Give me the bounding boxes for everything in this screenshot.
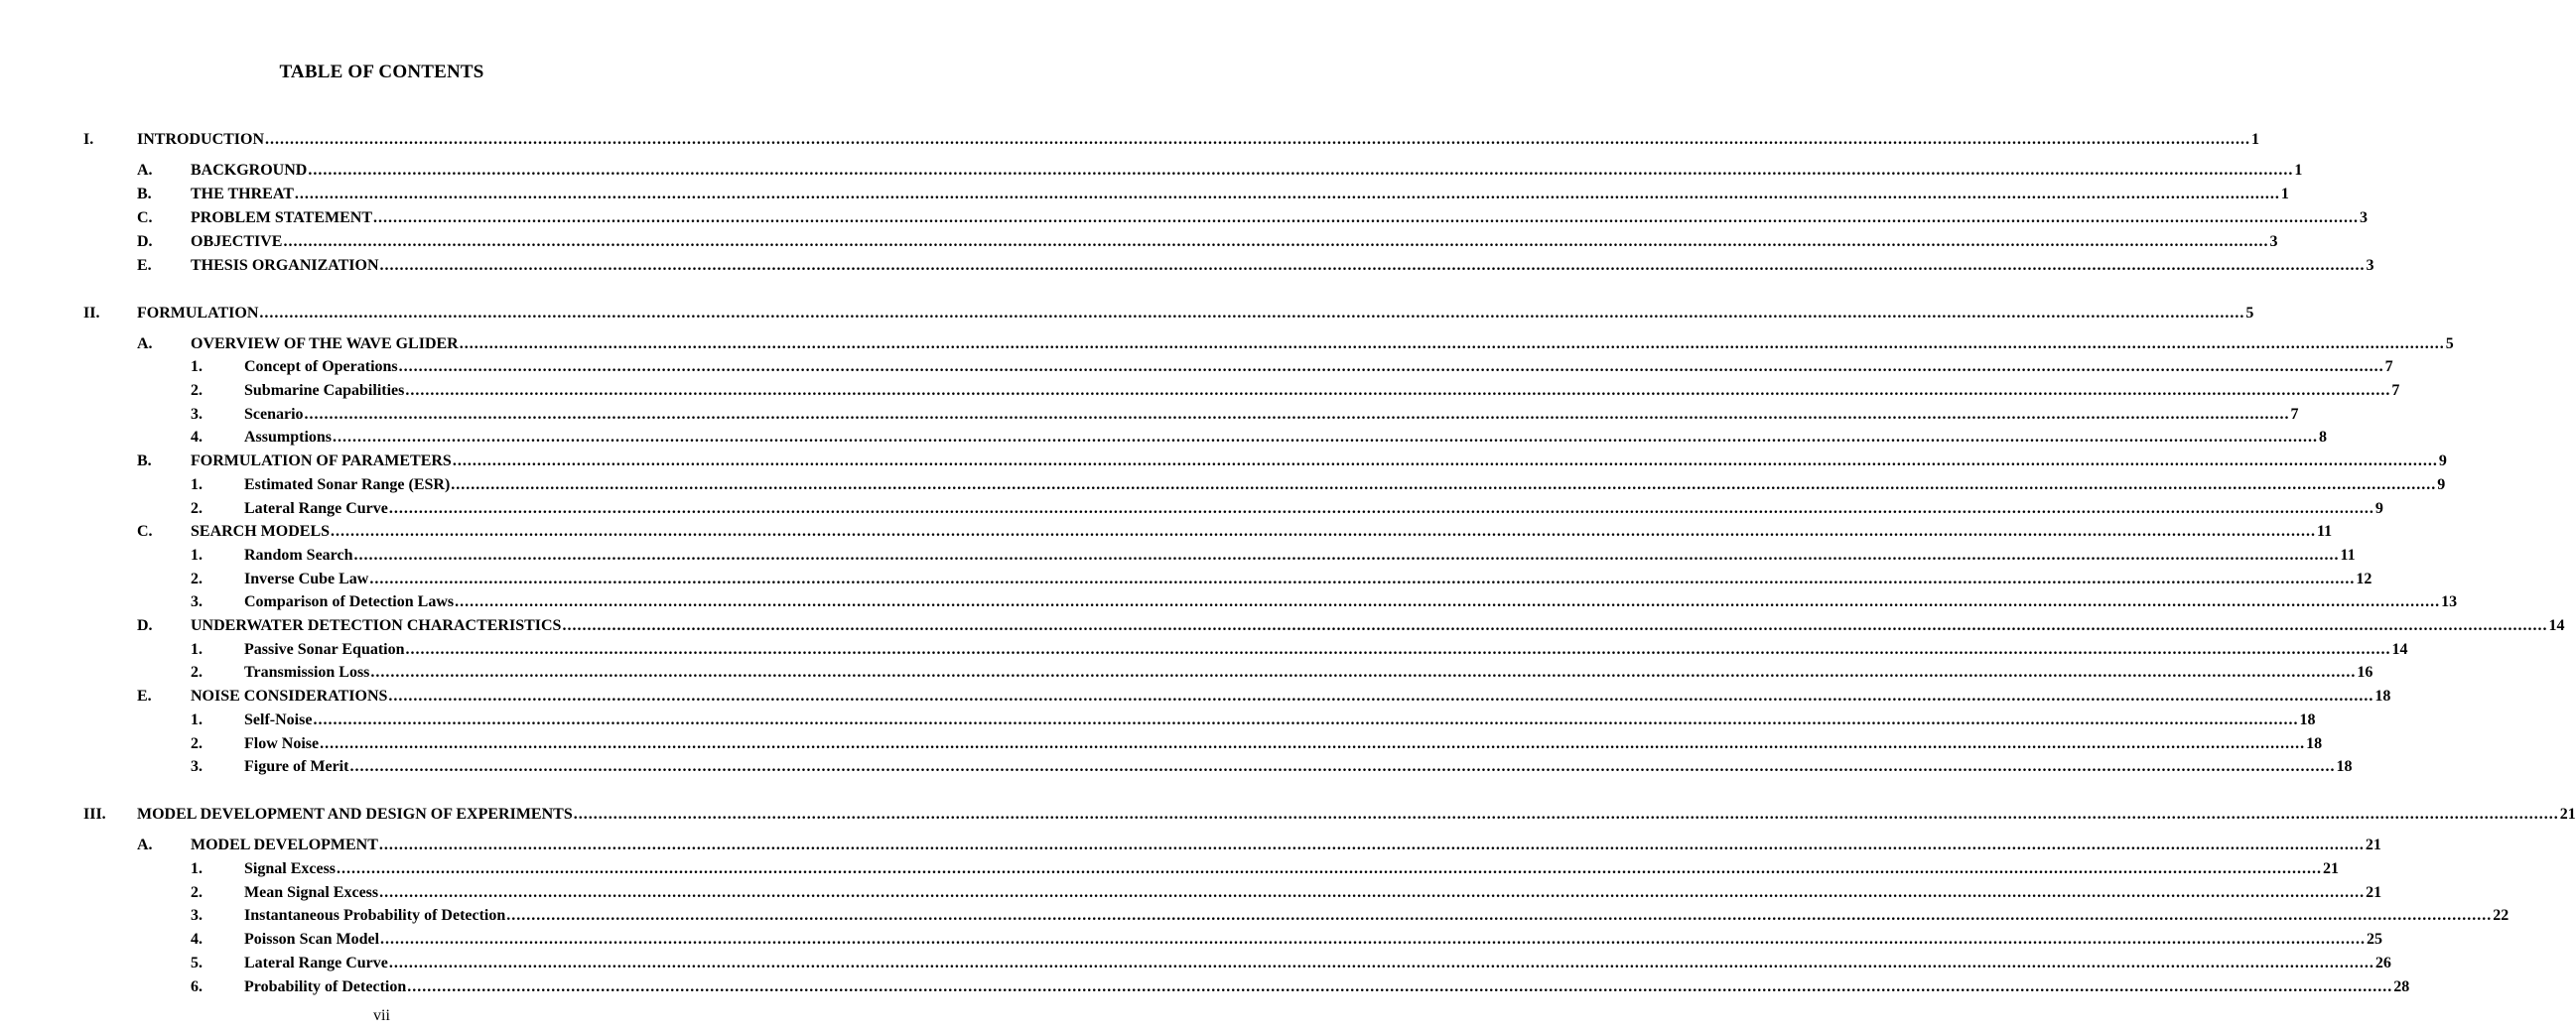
toc-entry-page: 1 [2251, 131, 2260, 148]
toc-entry[interactable] [0, 357, 2393, 377]
toc-entry-title: Lateral Range Curve [244, 955, 388, 971]
toc-entry-page: 18 [2336, 758, 2353, 775]
toc-entry-title: Inverse Cube Law [244, 571, 369, 587]
dot-leader: ................................................................................................................................................................................................................................................................................................................................................................................................................ [308, 162, 2294, 179]
toc-entry-page: 1 [2294, 162, 2303, 179]
toc-entry-number: 2. [191, 735, 203, 752]
toc-entry-page: 16 [2357, 664, 2373, 681]
dot-leader: ................................................................................................................................................................................................................................................................................................................................................................................................................ [452, 452, 2438, 469]
toc-entry-title: Submarine Capabilities [244, 382, 405, 399]
dot-leader: ................................................................................................................................................................................................................................................................................................................................................................................................................ [333, 429, 2319, 446]
toc-entry-title: Scenario [244, 406, 304, 423]
dot-leader: ................................................................................................................................................................................................................................................................................................................................................................................................................ [370, 664, 2357, 681]
toc-entry[interactable] [0, 640, 2408, 660]
toc-entry-number: 3. [191, 593, 203, 610]
dot-leader: ................................................................................................................................................................................................................................................................................................................................................................................................................ [349, 758, 2336, 775]
toc-entry-page: 25 [2367, 931, 2383, 948]
toc-entry[interactable] [0, 522, 2333, 542]
toc-entry-title: Comparison of Detection Laws [244, 593, 455, 610]
toc-entry-page: 18 [2306, 735, 2323, 752]
toc-entry-number: A. [137, 335, 153, 352]
toc-entry-title: Mean Signal Excess [244, 884, 379, 901]
toc-entry[interactable] [0, 405, 2299, 425]
toc-entry[interactable] [0, 428, 2328, 448]
toc-entry-page: 7 [2290, 406, 2299, 423]
dot-leader: ................................................................................................................................................................................................................................................................................................................................................................................................................ [388, 688, 2374, 705]
toc-entry[interactable] [0, 711, 2316, 730]
toc-entry-page: 22 [2493, 907, 2509, 924]
toc-entry-page: 3 [2366, 257, 2374, 274]
toc-entry-page: 7 [2384, 358, 2393, 375]
toc-entry-title: OBJECTIVE [191, 233, 283, 250]
toc-entry-number: 4. [191, 429, 203, 446]
toc-entry[interactable] [0, 546, 2356, 566]
toc-entry-title: BACKGROUND [191, 162, 308, 179]
dot-leader: ................................................................................................................................................................................................................................................................................................................................................................................................................ [379, 257, 2366, 274]
toc-entry-title: Self-Noise [244, 711, 313, 728]
toc-entry-title: Transmission Loss [244, 664, 370, 681]
dot-leader: ................................................................................................................................................................................................................................................................................................................................................................................................................ [320, 735, 2306, 752]
toc-entry-number: 1. [191, 641, 203, 658]
toc-entry-number: 4. [191, 931, 203, 948]
dot-leader: ................................................................................................................................................................................................................................................................................................................................................................................................................ [398, 358, 2384, 375]
dot-leader: ................................................................................................................................................................................................................................................................................................................................................................................................................ [451, 476, 2437, 493]
toc-entry-page: 5 [2445, 335, 2454, 352]
toc-entry-number: B. [137, 186, 152, 202]
toc-entry[interactable] [0, 883, 2382, 903]
dot-leader: ................................................................................................................................................................................................................................................................................................................................................................................................................ [283, 233, 2269, 250]
toc-entry-page: 21 [2365, 837, 2381, 853]
toc-entry-number: 1. [191, 711, 203, 728]
toc-entry[interactable] [0, 208, 2368, 228]
toc-entry-page: 13 [2441, 593, 2458, 610]
toc-entry-title: Random Search [244, 547, 353, 564]
toc-entry-number: 1. [191, 476, 203, 493]
toc-entry-title: PROBLEM STATEMENT [191, 209, 372, 226]
toc-entry[interactable] [0, 805, 2576, 825]
toc-entry-page: 11 [2340, 547, 2356, 564]
dot-leader: ................................................................................................................................................................................................................................................................................................................................................................................................................ [405, 382, 2391, 399]
toc-entry[interactable] [0, 304, 2254, 323]
dot-leader: ................................................................................................................................................................................................................................................................................................................................................................................................................ [294, 186, 2280, 202]
toc-entry[interactable] [0, 687, 2391, 707]
dot-leader: ................................................................................................................................................................................................................................................................................................................................................................................................................ [372, 209, 2359, 226]
toc-entry-page: 21 [2559, 806, 2576, 823]
toc-entry[interactable] [0, 334, 2454, 354]
toc-entry-title: INTRODUCTION [137, 131, 265, 148]
toc-entry-title: Concept of Operations [244, 358, 398, 375]
toc-entry[interactable] [0, 381, 2400, 401]
dot-leader: ................................................................................................................................................................................................................................................................................................................................................................................................................ [313, 711, 2299, 728]
toc-entry-number: E. [137, 688, 152, 705]
toc-entry-title: MODEL DEVELOPMENT AND DESIGN OF EXPERIMENTS [137, 806, 573, 823]
toc-entry[interactable] [0, 930, 2383, 950]
toc-entry-title: Lateral Range Curve [244, 500, 388, 517]
dot-leader: ................................................................................................................................................................................................................................................................................................................................................................................................................ [265, 131, 2251, 148]
toc-entry-page: 9 [2438, 452, 2447, 469]
toc-entry-title: FORMULATION [137, 305, 259, 322]
toc-entry[interactable] [0, 859, 2340, 879]
toc-entry-page: 9 [2374, 500, 2383, 517]
toc-entry[interactable] [0, 185, 2289, 204]
toc-entry[interactable] [0, 977, 2410, 997]
toc-entry-page: 1 [2280, 186, 2289, 202]
dot-leader: ................................................................................................................................................................................................................................................................................................................................................................................................................ [304, 406, 2290, 423]
dot-leader: ................................................................................................................................................................................................................................................................................................................................................................................................................ [380, 931, 2367, 948]
dot-leader: ................................................................................................................................................................................................................................................................................................................................................................................................................ [562, 617, 2548, 634]
toc-entry[interactable] [0, 616, 2565, 636]
toc-entry-page: 5 [2245, 305, 2254, 322]
toc-entry-page: 21 [2366, 884, 2382, 901]
toc-entry[interactable] [0, 906, 2509, 926]
toc-entry-number: II. [83, 305, 100, 322]
toc-entry-page: 14 [2391, 641, 2408, 658]
page-title: TABLE OF CONTENTS [279, 62, 484, 82]
dot-leader: ................................................................................................................................................................................................................................................................................................................................................................................................................ [378, 837, 2365, 853]
toc-entry[interactable] [0, 475, 2446, 495]
dot-leader: ................................................................................................................................................................................................................................................................................................................................................................................................................ [259, 305, 2245, 322]
toc-entry-title: MODEL DEVELOPMENT [191, 837, 378, 853]
toc-entry-title: Poisson Scan Model [244, 931, 380, 948]
toc-entry-title: UNDERWATER DETECTION CHARACTERISTICS [191, 617, 562, 634]
dot-leader: ................................................................................................................................................................................................................................................................................................................................................................................................................ [353, 547, 2340, 564]
toc-entry-title: Passive Sonar Equation [244, 641, 405, 658]
toc-entry-title: FORMULATION OF PARAMETERS [191, 452, 452, 469]
toc-entry[interactable] [0, 734, 2323, 754]
dot-leader: ................................................................................................................................................................................................................................................................................................................................................................................................................ [573, 806, 2559, 823]
toc-entry-number: C. [137, 523, 153, 540]
toc-entry-title: Figure of Merit [244, 758, 349, 775]
toc-entry[interactable] [0, 130, 2260, 150]
dot-leader: ................................................................................................................................................................................................................................................................................................................................................................................................................ [455, 593, 2441, 610]
toc-entry-page: 9 [2437, 476, 2446, 493]
toc-entry-number: 2. [191, 382, 203, 399]
toc-entry-title: Estimated Sonar Range (ESR) [244, 476, 451, 493]
toc-entry-number: A. [137, 837, 153, 853]
page-number: vii [373, 1007, 390, 1024]
toc-entry-page: 21 [2323, 860, 2340, 877]
toc-entry-number: 1. [191, 860, 203, 877]
toc-entry-number: 3. [191, 758, 203, 775]
toc-entry-page: 3 [2269, 233, 2278, 250]
dot-leader: ................................................................................................................................................................................................................................................................................................................................................................................................................ [388, 955, 2374, 971]
toc-entry-number: 2. [191, 571, 203, 587]
toc-entry-page: 14 [2548, 617, 2565, 634]
toc-entry-page: 8 [2319, 429, 2328, 446]
toc-entry-number: 1. [191, 547, 203, 564]
toc-entry[interactable] [0, 232, 2278, 252]
toc-entry-page: 11 [2317, 523, 2333, 540]
toc-entry-number: I. [83, 131, 94, 148]
toc-entry[interactable] [0, 663, 2373, 683]
toc-entry-number: 6. [191, 978, 203, 995]
toc-entry-title: Probability of Detection [244, 978, 407, 995]
toc-entry-page: 18 [2299, 711, 2316, 728]
toc-entry-number: III. [83, 806, 106, 823]
toc-entry-number: D. [137, 617, 153, 634]
toc-entry-page: 18 [2374, 688, 2391, 705]
toc-entry-page: 3 [2359, 209, 2368, 226]
toc-entry-title: THE THREAT [191, 186, 294, 202]
toc-entry-page: 12 [2356, 571, 2373, 587]
toc-entry-number: E. [137, 257, 152, 274]
toc-entry[interactable] [0, 161, 2303, 181]
toc-entry-title: Signal Excess [244, 860, 337, 877]
toc-entry-number: D. [137, 233, 153, 250]
toc-entry[interactable] [0, 256, 2374, 276]
toc-entry-title: Assumptions [244, 429, 333, 446]
dot-leader: ................................................................................................................................................................................................................................................................................................................................................................................................................ [369, 571, 2356, 587]
dot-leader: ................................................................................................................................................................................................................................................................................................................................................................................................................ [379, 884, 2366, 901]
toc-entry-number: 2. [191, 500, 203, 517]
toc-entry-title: OVERVIEW OF THE WAVE GLIDER [191, 335, 459, 352]
toc-entry-title: SEARCH MODELS [191, 523, 331, 540]
toc-entry[interactable] [0, 757, 2353, 777]
toc-entry-number: A. [137, 162, 153, 179]
toc-entry-number: 3. [191, 907, 203, 924]
toc-entry-number: 1. [191, 358, 203, 375]
toc-entry[interactable] [0, 836, 2381, 855]
toc-entry[interactable] [0, 570, 2373, 589]
dot-leader: ................................................................................................................................................................................................................................................................................................................................................................................................................ [407, 978, 2393, 995]
toc-entry-page: 26 [2374, 955, 2391, 971]
dot-leader: ................................................................................................................................................................................................................................................................................................................................................................................................................ [388, 500, 2374, 517]
dot-leader: ................................................................................................................................................................................................................................................................................................................................................................................................................ [405, 641, 2391, 658]
toc-entry-page: 28 [2393, 978, 2410, 995]
toc-entry-number: 2. [191, 884, 203, 901]
toc-entry[interactable] [0, 592, 2458, 612]
toc-entry[interactable] [0, 499, 2383, 519]
toc-entry[interactable] [0, 452, 2447, 471]
toc-entry-number: 3. [191, 406, 203, 423]
dot-leader: ................................................................................................................................................................................................................................................................................................................................................................................................................ [459, 335, 2445, 352]
toc-entry-number: 2. [191, 664, 203, 681]
toc-entry-title: THESIS ORGANIZATION [191, 257, 379, 274]
toc-entry-number: 5. [191, 955, 203, 971]
toc-entry[interactable] [0, 954, 2391, 973]
toc-entry-title: Instantaneous Probability of Detection [244, 907, 506, 924]
toc-entry-number: B. [137, 452, 152, 469]
toc-entry-title: NOISE CONSIDERATIONS [191, 688, 388, 705]
toc-entry-number: C. [137, 209, 153, 226]
dot-leader: ................................................................................................................................................................................................................................................................................................................................................................................................................ [331, 523, 2317, 540]
toc-entry-page: 7 [2391, 382, 2400, 399]
toc-entry-title: Flow Noise [244, 735, 320, 752]
dot-leader: ................................................................................................................................................................................................................................................................................................................................................................................................................ [337, 860, 2323, 877]
dot-leader: ................................................................................................................................................................................................................................................................................................................................................................................................................ [506, 907, 2493, 924]
